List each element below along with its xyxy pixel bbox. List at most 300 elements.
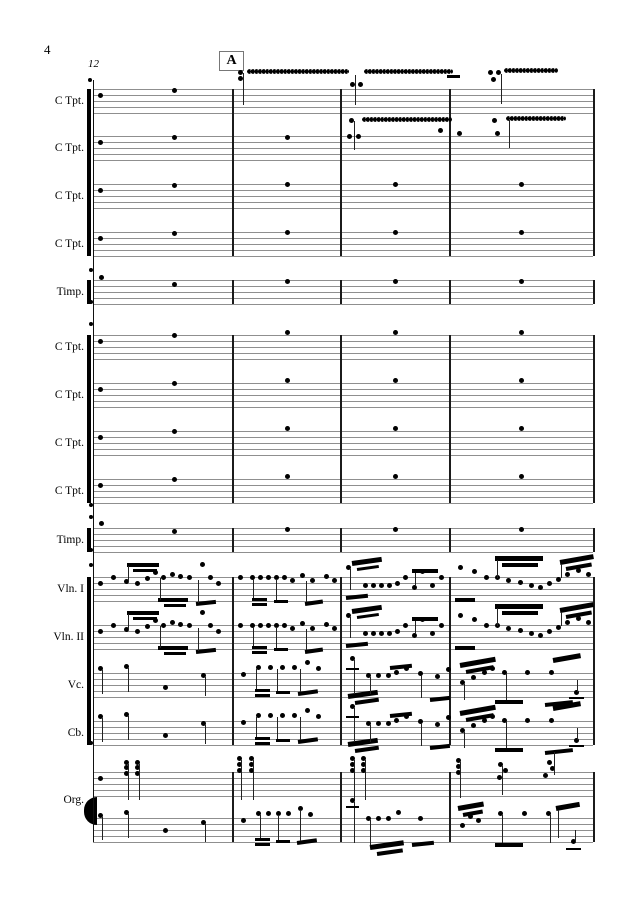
ledger-line xyxy=(346,806,359,808)
notehead xyxy=(506,578,511,583)
note-stem xyxy=(506,722,507,748)
staff-line xyxy=(93,101,593,102)
notehead xyxy=(349,118,354,123)
notehead xyxy=(371,631,376,636)
barline xyxy=(449,335,451,503)
staff-label-organ: Org. xyxy=(63,794,84,806)
notehead xyxy=(172,183,177,188)
notehead xyxy=(529,631,534,636)
notehead xyxy=(258,623,263,628)
beam xyxy=(495,700,523,704)
notehead xyxy=(300,621,305,626)
notehead xyxy=(216,581,221,586)
notehead xyxy=(161,623,166,628)
staff-line xyxy=(93,395,593,396)
rehearsal-mark: A xyxy=(226,53,237,68)
barline xyxy=(340,772,342,842)
staff-line xyxy=(93,721,593,722)
ledger-line xyxy=(346,668,359,670)
group-bracket xyxy=(87,89,92,256)
staff-line xyxy=(93,136,593,137)
ledger-line xyxy=(346,716,359,718)
notehead xyxy=(503,768,508,773)
notehead xyxy=(506,626,511,631)
staff-line xyxy=(93,479,593,480)
note-stem xyxy=(464,732,465,748)
notehead xyxy=(439,575,444,580)
notehead xyxy=(371,583,376,588)
notehead xyxy=(285,474,290,479)
note-stem xyxy=(306,629,307,650)
notehead xyxy=(556,625,561,630)
beam xyxy=(556,802,581,811)
notehead xyxy=(98,483,103,488)
staff-line xyxy=(93,335,593,336)
staff-line xyxy=(93,160,593,161)
note-stem xyxy=(421,675,422,698)
notehead xyxy=(387,583,392,588)
barline xyxy=(593,528,595,552)
notehead xyxy=(266,575,271,580)
notehead xyxy=(358,82,363,87)
notehead xyxy=(163,733,168,738)
tremolo-dot-run xyxy=(506,116,566,121)
note-stem xyxy=(365,760,366,800)
notehead xyxy=(393,182,398,187)
beam xyxy=(495,604,543,609)
beam xyxy=(495,748,523,752)
notehead xyxy=(393,230,398,235)
beam xyxy=(545,748,573,755)
notehead xyxy=(172,282,177,287)
notehead xyxy=(135,629,140,634)
notehead xyxy=(172,477,177,482)
barline xyxy=(232,89,234,256)
staff-line xyxy=(93,304,593,305)
notehead xyxy=(363,583,368,588)
staff-line xyxy=(93,491,593,492)
staff-line xyxy=(93,679,593,680)
note-stem xyxy=(577,680,578,692)
note-stem xyxy=(354,708,355,742)
note-stem xyxy=(102,718,103,742)
staff-line xyxy=(93,784,593,785)
notehead xyxy=(98,387,103,392)
barline xyxy=(593,89,595,256)
staff-line xyxy=(93,830,593,831)
staff-line xyxy=(93,341,593,342)
notehead xyxy=(285,230,290,235)
notehead xyxy=(285,182,290,187)
beam xyxy=(255,694,270,697)
staff-label: C Tpt. xyxy=(54,190,84,202)
notehead xyxy=(310,626,315,631)
notehead xyxy=(518,580,523,585)
tremolo-dot-run xyxy=(504,68,558,73)
beam xyxy=(357,613,379,619)
staff-line xyxy=(93,778,593,779)
notehead xyxy=(471,723,476,728)
note-stem xyxy=(509,120,510,148)
group-bracket xyxy=(87,577,92,745)
notehead xyxy=(268,665,273,670)
staff-line xyxy=(93,286,593,287)
notehead xyxy=(484,575,489,580)
barline xyxy=(232,772,234,842)
barline xyxy=(593,335,595,503)
staff-line xyxy=(93,407,593,408)
note-stem xyxy=(205,725,206,744)
barline xyxy=(340,280,342,304)
note-stem xyxy=(253,760,254,800)
notehead xyxy=(178,574,183,579)
notehead xyxy=(525,718,530,723)
note-stem xyxy=(300,669,301,692)
beam xyxy=(164,604,186,607)
beam xyxy=(455,646,475,650)
notehead xyxy=(285,135,290,140)
notehead xyxy=(418,816,423,821)
notehead xyxy=(519,426,524,431)
organ-brace xyxy=(84,797,97,825)
beam xyxy=(252,646,267,649)
note-stem xyxy=(561,612,562,626)
notehead xyxy=(266,623,271,628)
beam xyxy=(252,603,267,606)
notehead xyxy=(266,811,271,816)
note-stem xyxy=(350,617,351,638)
staff-line xyxy=(93,113,593,114)
staff-line xyxy=(93,790,593,791)
staff-line xyxy=(93,685,593,686)
notehead xyxy=(163,828,168,833)
note-stem xyxy=(501,74,502,104)
notehead xyxy=(393,279,398,284)
notehead xyxy=(460,823,465,828)
note-stem xyxy=(160,626,161,648)
note-stem xyxy=(370,725,371,742)
notehead xyxy=(172,231,177,236)
notehead xyxy=(290,578,295,583)
staff-line xyxy=(93,353,593,354)
beam xyxy=(158,598,188,602)
notehead xyxy=(439,623,444,628)
note-stem xyxy=(256,717,257,737)
staff-label: Cb. xyxy=(67,727,84,739)
notehead xyxy=(111,575,116,580)
notehead xyxy=(393,426,398,431)
notehead xyxy=(519,230,524,235)
ledger-line xyxy=(569,697,584,699)
notehead xyxy=(472,617,477,622)
barline xyxy=(340,335,342,503)
note-stem xyxy=(128,566,129,582)
notehead xyxy=(292,665,297,670)
notehead xyxy=(172,429,177,434)
note-stem xyxy=(497,608,498,626)
notehead xyxy=(356,134,361,139)
notehead xyxy=(519,330,524,335)
note-stem xyxy=(502,815,503,843)
staff-line xyxy=(93,383,593,384)
notehead xyxy=(98,140,103,145)
notehead xyxy=(376,816,381,821)
notehead xyxy=(200,610,205,615)
notehead xyxy=(519,182,524,187)
notehead xyxy=(241,720,246,725)
note-stem xyxy=(128,614,129,630)
notehead xyxy=(395,629,400,634)
staff-label: C Tpt. xyxy=(54,238,84,250)
note-stem xyxy=(198,628,199,651)
notehead xyxy=(308,812,313,817)
staff-line xyxy=(93,142,593,143)
beam xyxy=(412,841,434,847)
notehead xyxy=(316,666,321,671)
notehead xyxy=(549,718,554,723)
notehead xyxy=(435,722,440,727)
staff-label: C Tpt. xyxy=(54,341,84,353)
notehead xyxy=(547,760,552,765)
beam xyxy=(430,744,450,750)
beam xyxy=(553,653,581,663)
notehead xyxy=(98,93,103,98)
notehead xyxy=(208,623,213,628)
staff-label: Timp. xyxy=(56,534,84,546)
beam xyxy=(255,689,270,692)
note-stem xyxy=(276,627,277,648)
notehead xyxy=(316,714,321,719)
measure-number: 12 xyxy=(88,58,99,70)
notehead xyxy=(285,527,290,532)
staff-line xyxy=(93,739,593,740)
staff-line xyxy=(93,691,593,692)
staff-label: Timp. xyxy=(56,286,84,298)
barline xyxy=(593,280,595,304)
beam xyxy=(127,563,159,567)
beam xyxy=(255,737,270,740)
note-stem xyxy=(243,73,244,105)
notehead xyxy=(543,773,548,778)
note-stem xyxy=(276,579,277,600)
notehead xyxy=(430,631,435,636)
notehead xyxy=(285,426,290,431)
notehead xyxy=(547,581,552,586)
notehead xyxy=(393,378,398,383)
notehead xyxy=(565,620,570,625)
ledger-line xyxy=(569,745,584,747)
beam xyxy=(158,646,188,650)
staff-label: C Tpt. xyxy=(54,389,84,401)
notehead xyxy=(547,629,552,634)
staff-label: C Tpt. xyxy=(54,485,84,497)
beam xyxy=(346,642,368,648)
tremolo-dot-run xyxy=(362,117,452,122)
notehead xyxy=(98,629,103,634)
tremolo-dot-run xyxy=(247,69,349,74)
note-stem xyxy=(253,579,254,598)
notehead xyxy=(529,583,534,588)
notehead xyxy=(519,474,524,479)
notehead xyxy=(492,118,497,123)
notehead xyxy=(238,76,243,81)
notehead xyxy=(379,631,384,636)
staff-line xyxy=(93,389,593,390)
note-stem xyxy=(421,723,422,746)
notehead xyxy=(379,583,384,588)
note-stem xyxy=(561,564,562,578)
note-stem xyxy=(370,677,371,694)
notehead xyxy=(172,529,177,534)
notehead xyxy=(376,673,381,678)
notehead xyxy=(99,275,104,280)
staff-label: Vln. I xyxy=(57,583,84,595)
notehead xyxy=(172,88,177,93)
beam xyxy=(390,712,412,718)
staff-line xyxy=(93,148,593,149)
note-stem xyxy=(415,621,416,634)
notehead xyxy=(393,474,398,479)
beam xyxy=(255,838,270,841)
notehead xyxy=(387,631,392,636)
barline xyxy=(340,528,342,552)
barline xyxy=(232,280,234,304)
notehead xyxy=(280,713,285,718)
notehead xyxy=(394,718,399,723)
note-stem xyxy=(102,817,103,840)
note-stem xyxy=(205,824,206,842)
beam xyxy=(355,698,379,705)
notehead xyxy=(393,330,398,335)
notehead xyxy=(172,135,177,140)
notehead xyxy=(458,613,463,618)
barline xyxy=(449,772,451,842)
notehead xyxy=(519,527,524,532)
notehead xyxy=(435,674,440,679)
notehead xyxy=(98,339,103,344)
beam xyxy=(390,664,412,670)
note-stem xyxy=(277,669,278,691)
beam xyxy=(255,843,270,846)
staff-label: Vc. xyxy=(67,679,84,691)
staff-line xyxy=(93,595,593,596)
staff-line xyxy=(93,540,593,541)
note-stem xyxy=(370,820,371,845)
staff-line xyxy=(93,796,593,797)
notehead xyxy=(586,620,591,625)
notehead xyxy=(241,672,246,677)
staff-label: C Tpt. xyxy=(54,95,84,107)
note-stem xyxy=(415,573,416,586)
notehead xyxy=(111,623,116,628)
note-stem xyxy=(550,815,551,843)
beam xyxy=(255,742,270,745)
notehead xyxy=(238,70,243,75)
note-stem xyxy=(128,814,129,838)
note-stem xyxy=(355,75,356,105)
notehead xyxy=(285,330,290,335)
beam xyxy=(276,840,290,843)
notehead xyxy=(393,527,398,532)
staff-line xyxy=(93,250,593,251)
group-bracket xyxy=(87,335,92,503)
staff-line xyxy=(93,577,593,578)
note-stem xyxy=(241,760,242,800)
notehead xyxy=(145,624,150,629)
staff-line xyxy=(93,196,593,197)
staff-line xyxy=(93,485,593,486)
notehead xyxy=(290,626,295,631)
beam xyxy=(274,600,288,603)
notehead xyxy=(238,575,243,580)
staff-line xyxy=(93,208,593,209)
staff-line xyxy=(93,818,593,819)
notehead xyxy=(386,673,391,678)
staff-line xyxy=(93,673,593,674)
notehead xyxy=(549,670,554,675)
barline xyxy=(449,89,451,256)
notehead xyxy=(238,623,243,628)
beam xyxy=(357,565,379,571)
note-stem xyxy=(464,684,465,700)
notehead xyxy=(324,622,329,627)
staff-line xyxy=(93,534,593,535)
notehead xyxy=(484,623,489,628)
notehead xyxy=(172,381,177,386)
notehead xyxy=(446,667,451,672)
note-stem xyxy=(506,674,507,700)
staff-line xyxy=(93,95,593,96)
notehead xyxy=(430,583,435,588)
note-stem xyxy=(205,677,206,696)
notehead xyxy=(98,236,103,241)
notehead xyxy=(458,565,463,570)
staff-line xyxy=(93,503,593,504)
note-stem xyxy=(198,580,199,603)
tremolo-dot-run xyxy=(364,69,453,74)
notehead xyxy=(305,660,310,665)
staff-label: C Tpt. xyxy=(54,437,84,449)
notehead xyxy=(556,577,561,582)
notehead xyxy=(525,670,530,675)
notehead xyxy=(438,128,443,133)
notehead xyxy=(286,811,291,816)
notehead xyxy=(565,572,570,577)
beam xyxy=(127,611,159,615)
staff-line xyxy=(93,107,593,108)
ledger-line xyxy=(566,848,581,850)
note-stem xyxy=(253,627,254,646)
staff-line xyxy=(93,431,593,432)
note-stem xyxy=(577,728,578,740)
notehead xyxy=(519,279,524,284)
notehead xyxy=(172,333,177,338)
note-stem xyxy=(256,669,257,689)
staff-line xyxy=(93,824,593,825)
page-number: 4 xyxy=(44,42,51,57)
note-stem xyxy=(350,569,351,590)
staff-line xyxy=(93,697,593,698)
staff-line xyxy=(93,298,593,299)
notehead xyxy=(285,279,290,284)
rehearsal-mark-box xyxy=(219,51,244,71)
notehead xyxy=(282,623,287,628)
note-stem xyxy=(278,815,279,840)
notehead xyxy=(170,572,175,577)
staff-line xyxy=(93,733,593,734)
notehead xyxy=(476,818,481,823)
notehead xyxy=(347,134,352,139)
